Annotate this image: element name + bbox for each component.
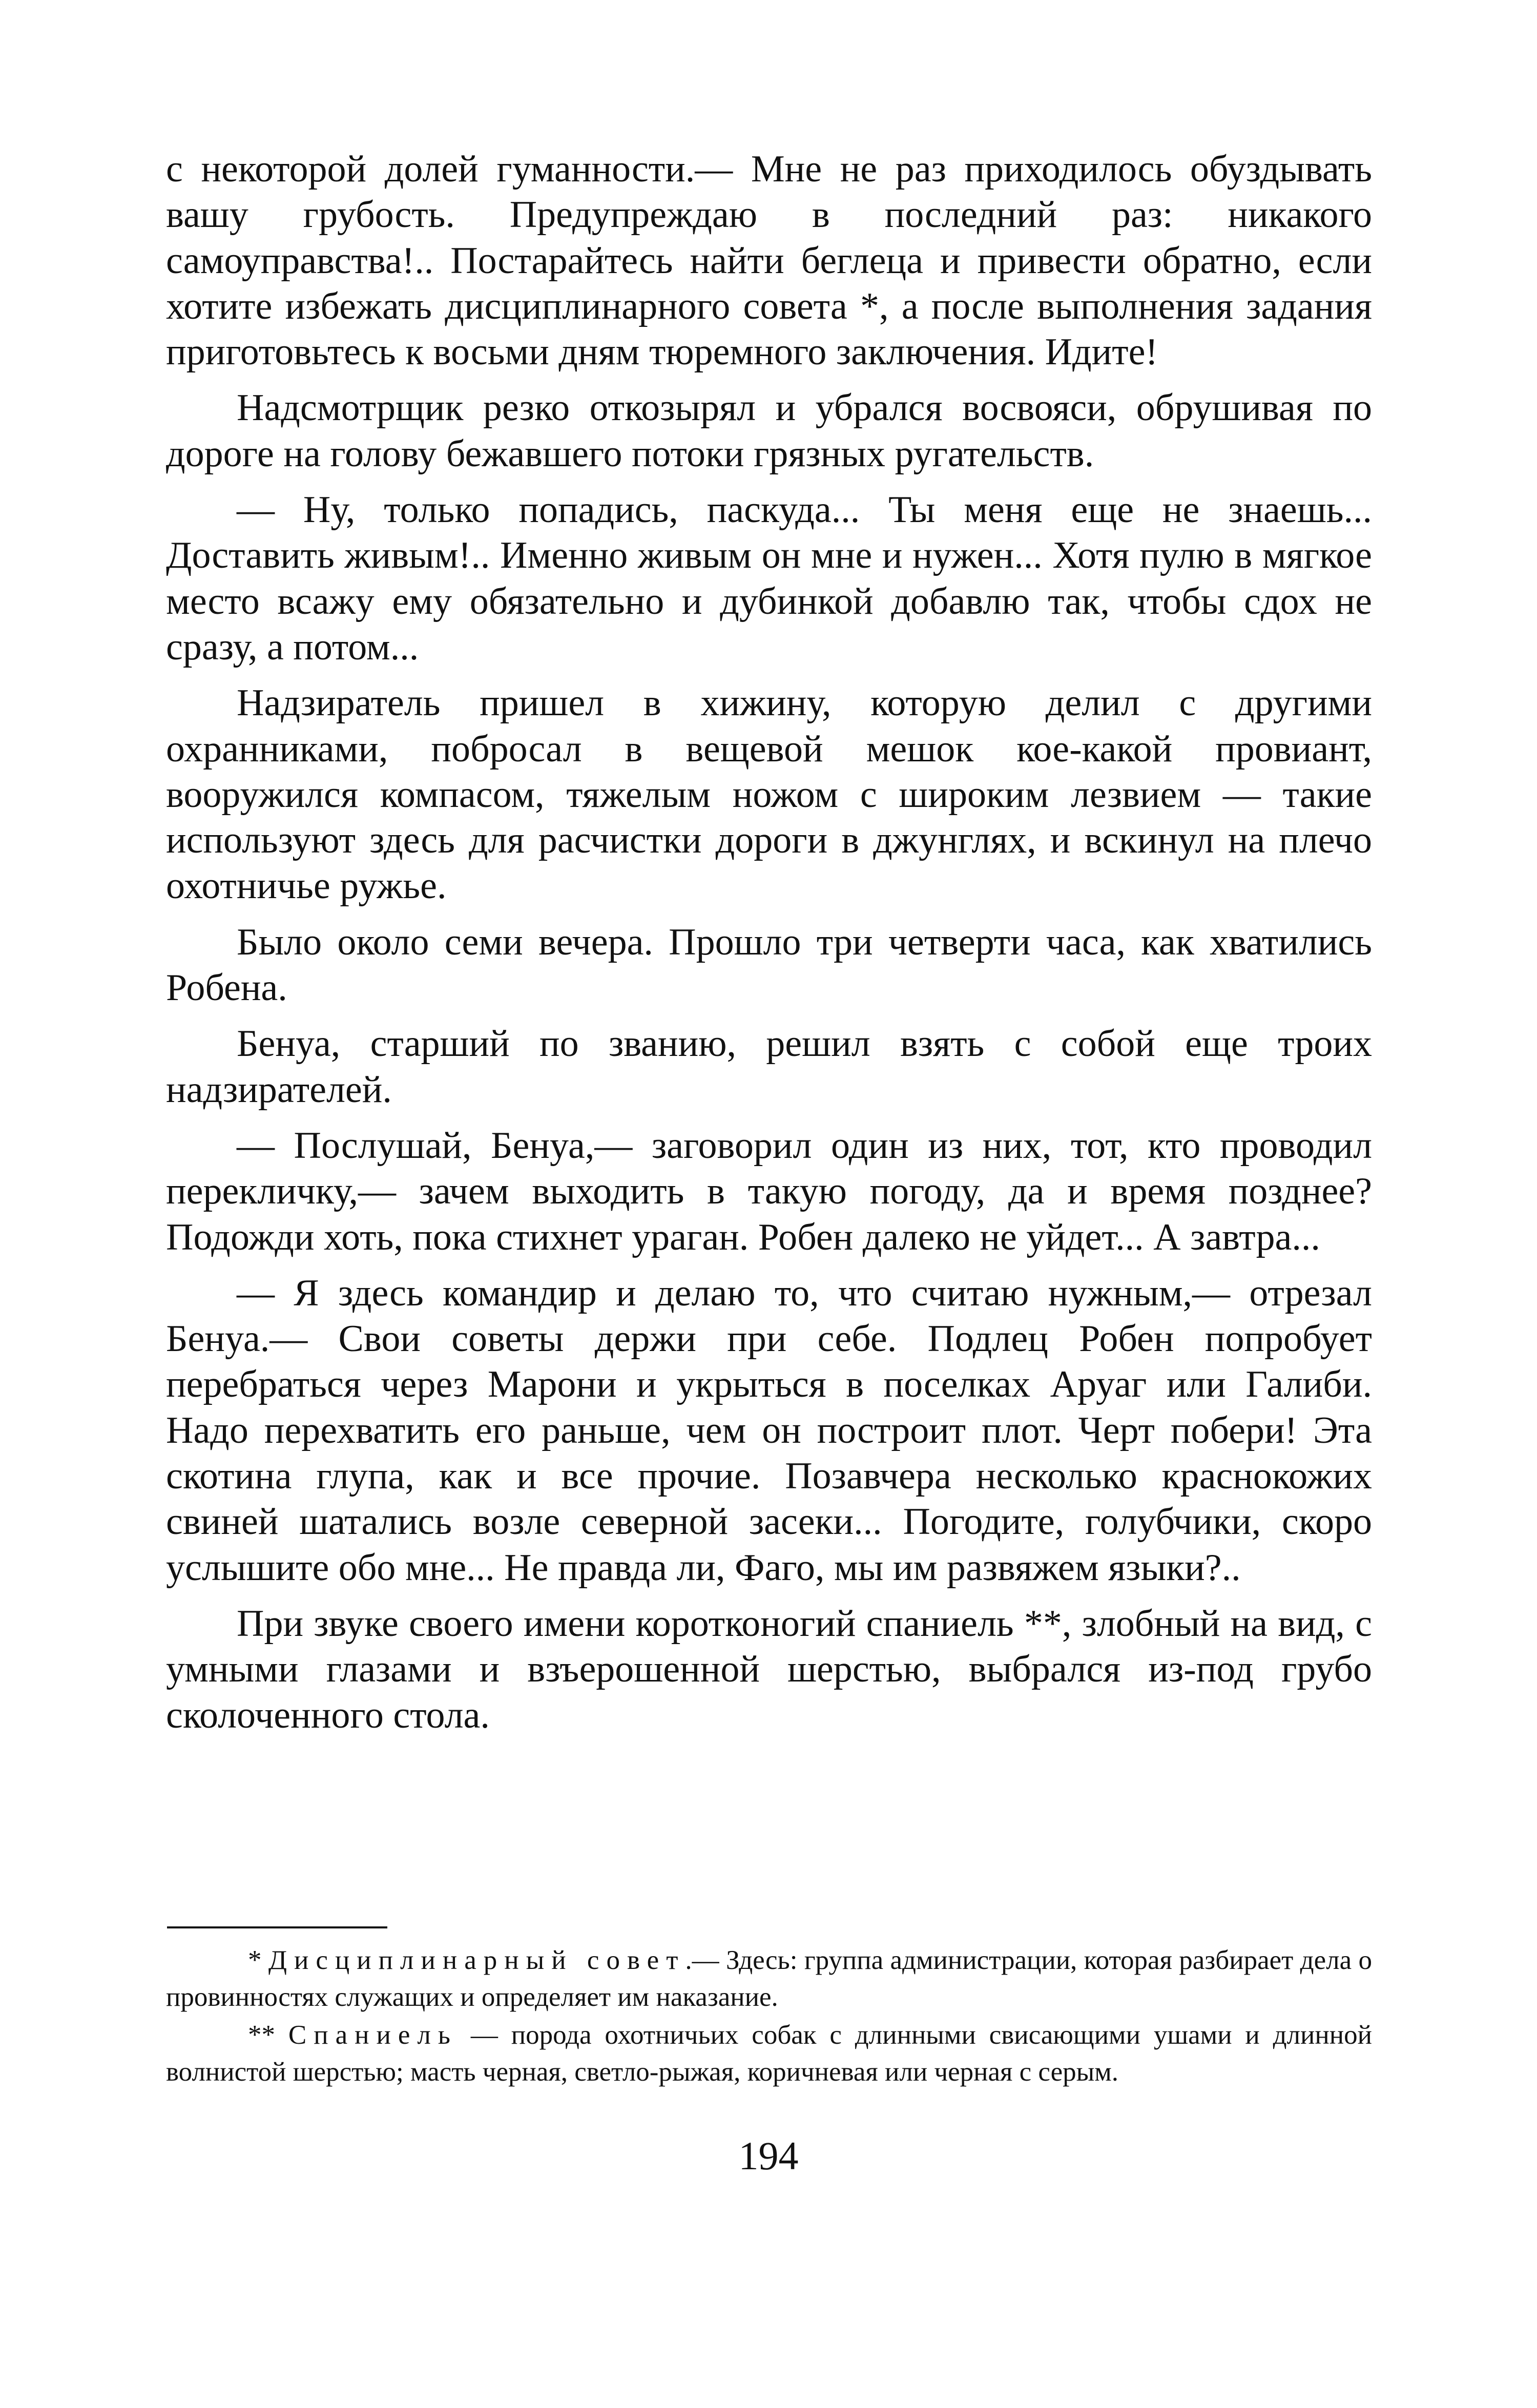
paragraph-2: Надсмотрщик резко откозырял и убрался восвояси, обрушивая по дороге на голову бежавшего потоки грязных ругательств. bbox=[166, 387, 1372, 475]
footnotes bbox=[166, 1942, 1372, 2090]
paragraph-3: — Ну, только попадись, паскуда... Ты меня еще не знаешь... Доставить живым!.. Именно живым он мне и нужен... Хотя пулю в мягкое место всажу ему обязательно и дубинкой добавлю так, чтобы сдох не сразу, а потом... bbox=[166, 489, 1372, 668]
paragraph-1: с некоторой долей гуманности.— Мне не раз приходилось обуздывать вашу грубость. Предупреждаю в последний раз: никакого самоуправства!.. Постарайтесь найти беглеца и привести обратно, если хотите избежать дисциплинарного совета *, а после выполнения задания приготовьтесь к восьми дням тюремного заключения. Идите! bbox=[166, 148, 1372, 373]
footnote-1-term: Дисциплинарный совет bbox=[268, 1945, 686, 1975]
main-text bbox=[166, 147, 1372, 1738]
footnote-1-text: .— Здесь: группа администрации, которая разбирает дела о провинностях служащих и определяет им наказание. bbox=[166, 1945, 1372, 2012]
paragraph-6: Бенуа, старший по званию, решил взять с собой еще троих надзирателей. bbox=[166, 1023, 1372, 1111]
paragraph-7: — Послушай, Бенуа,— заговорил один из них, тот, кто проводил перекличку,— зачем выходить в такую погоду, да и время позднее? Подожди хоть, пока стихнет ураган. Робен далеко не уйдет... А завтра... bbox=[166, 1124, 1372, 1258]
paragraph-8: — Я здесь командир и делаю то, что считаю нужным,— отрезал Бенуа.— Свои советы держи при себе. Подлец Робен попробует перебраться через Марони и укрыться в поселках Аруаг или Галиби. Надо перехватить его раньше, чем он построит плот. Черт побери! Эта скотина глупа, как и все прочие. Позавчера несколько краснокожих свиней шатались возле северной засеки... Погодите, голубчики, скоро услышите обо мне... Не правда ли, Фаго, мы им развяжем языки?.. bbox=[166, 1272, 1372, 1589]
paragraph-9: При звуке своего имени коротконогий спаниель **, злобный на вид, с умными глазами и взъерошенной шерстью, выбрался из-под грубо сколоченного стола. bbox=[166, 1602, 1372, 1736]
paragraph-4: Надзиратель пришел в хижину, которую делил с другими охранниками, побросал в вещевой мешок кое-какой провиант, вооружился компасом, тяжелым ножом с широким лезвием — такие используют здесь для расчистки дороги в джунглях, и вскинул на плечо охотничье ружье. bbox=[166, 682, 1372, 907]
footnote-2-term: Спаниель bbox=[288, 2020, 458, 2050]
footnote-2 bbox=[166, 2017, 1372, 2090]
paragraph-5: Было около семи вечера. Прошло три четверти часа, как хватились Робена. bbox=[166, 921, 1372, 1009]
footnote-2-text: — порода охотничьих собак с длинными свисающими ушами и длинной волнистой шерстью; масть черная, светло-рыжая, коричневая или черная с серым. bbox=[166, 2020, 1373, 2087]
footnote-1 bbox=[166, 1942, 1372, 2016]
footnote-divider bbox=[167, 1926, 387, 1928]
page-number: 194 bbox=[738, 2133, 799, 2178]
footnote-1-mark: * bbox=[248, 1945, 268, 1975]
footnote-2-mark: ** bbox=[248, 2020, 288, 2050]
